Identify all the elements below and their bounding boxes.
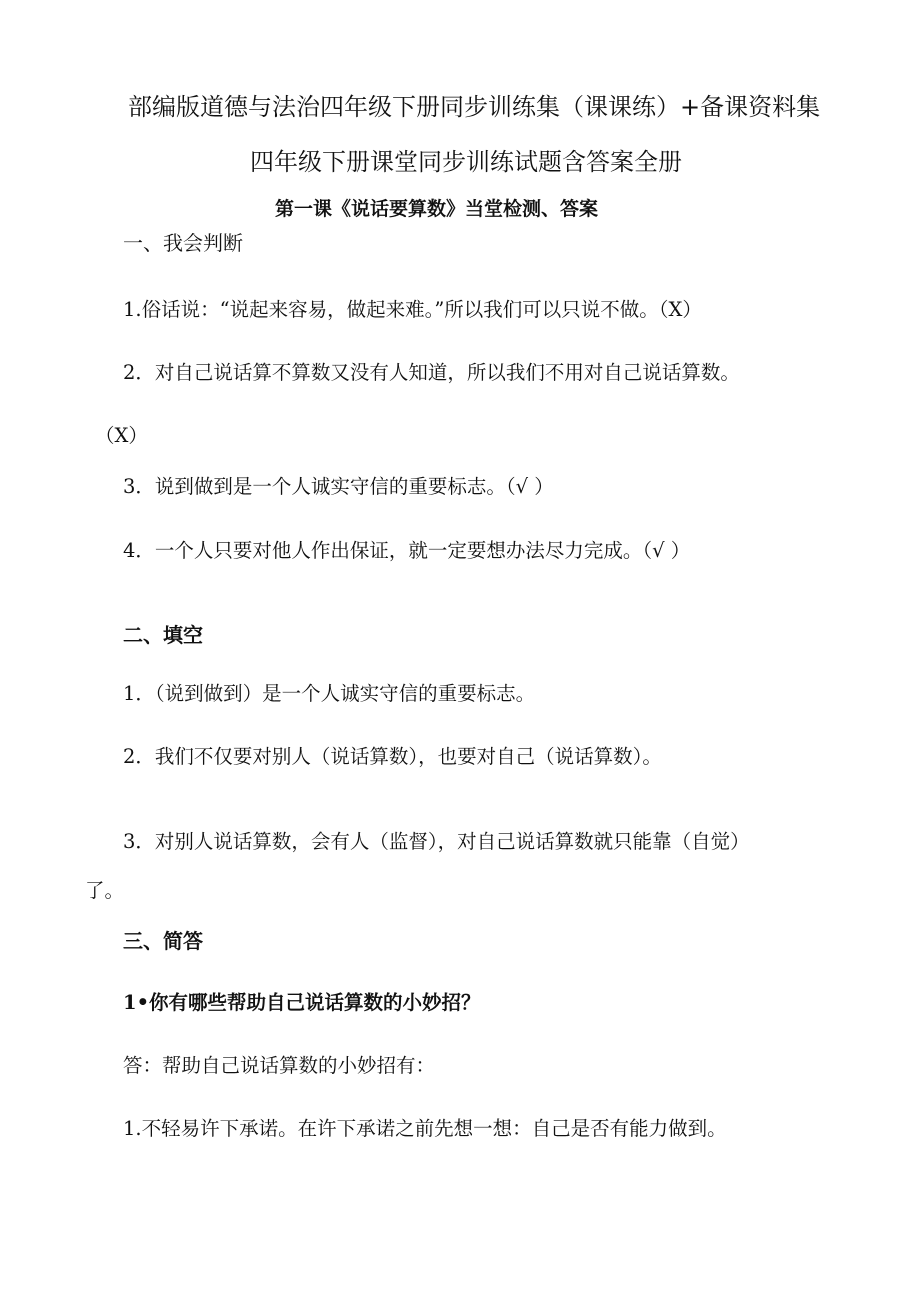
judge-item-2: 2．对自己说话算不算数又没有人知道，所以我们不用对自己说话算数。 bbox=[123, 361, 740, 384]
section-heading-fill: 二、填空 bbox=[123, 623, 203, 647]
document-title: 部编版道德与法治四年级下册同步训练集（课课练）+备课资料集 bbox=[128, 93, 821, 121]
fill-item-3: 3．对别人说话算数，会有人（监督），对自己说话算数就只能靠（自觉） bbox=[123, 830, 750, 853]
fill-item-3-continued: 了。 bbox=[85, 879, 125, 902]
short-answer-point-1: 1.不轻易许下承诺。在许下承诺之前先想一想：自己是否有能力做到。 bbox=[123, 1117, 727, 1140]
lesson-title: 第一课《说话要算数》当堂检测、答案 bbox=[275, 198, 599, 220]
judge-item-2-answer: （X） bbox=[95, 424, 148, 447]
short-answer-question: 1•你有哪些帮助自己说话算数的小妙招？ bbox=[123, 991, 481, 1014]
short-answer-intro: 答：帮助自己说话算数的小妙招有： bbox=[123, 1054, 436, 1077]
fill-item-1: 1．（说到做到）是一个人诚实守信的重要标志。 bbox=[123, 682, 536, 705]
judge-item-4: 4．一个人只要对他人作出保证，就一定要想办法尽力完成。（√ ） bbox=[123, 539, 691, 562]
judge-item-3: 3．说到做到是一个人诚实守信的重要标志。（√ ） bbox=[123, 475, 554, 498]
document-subtitle: 四年级下册课堂同步训练试题含答案全册 bbox=[250, 148, 682, 176]
section-heading-short-answer: 三、简答 bbox=[123, 929, 203, 953]
judge-item-1: 1.俗话说：“说起来容易，做起来难。”所以我们可以只说不做。（X） bbox=[123, 298, 702, 321]
section-heading-judge: 一、我会判断 bbox=[123, 231, 243, 255]
fill-item-2: 2．我们不仅要对别人（说话算数），也要对自己（说话算数）。 bbox=[123, 745, 662, 768]
